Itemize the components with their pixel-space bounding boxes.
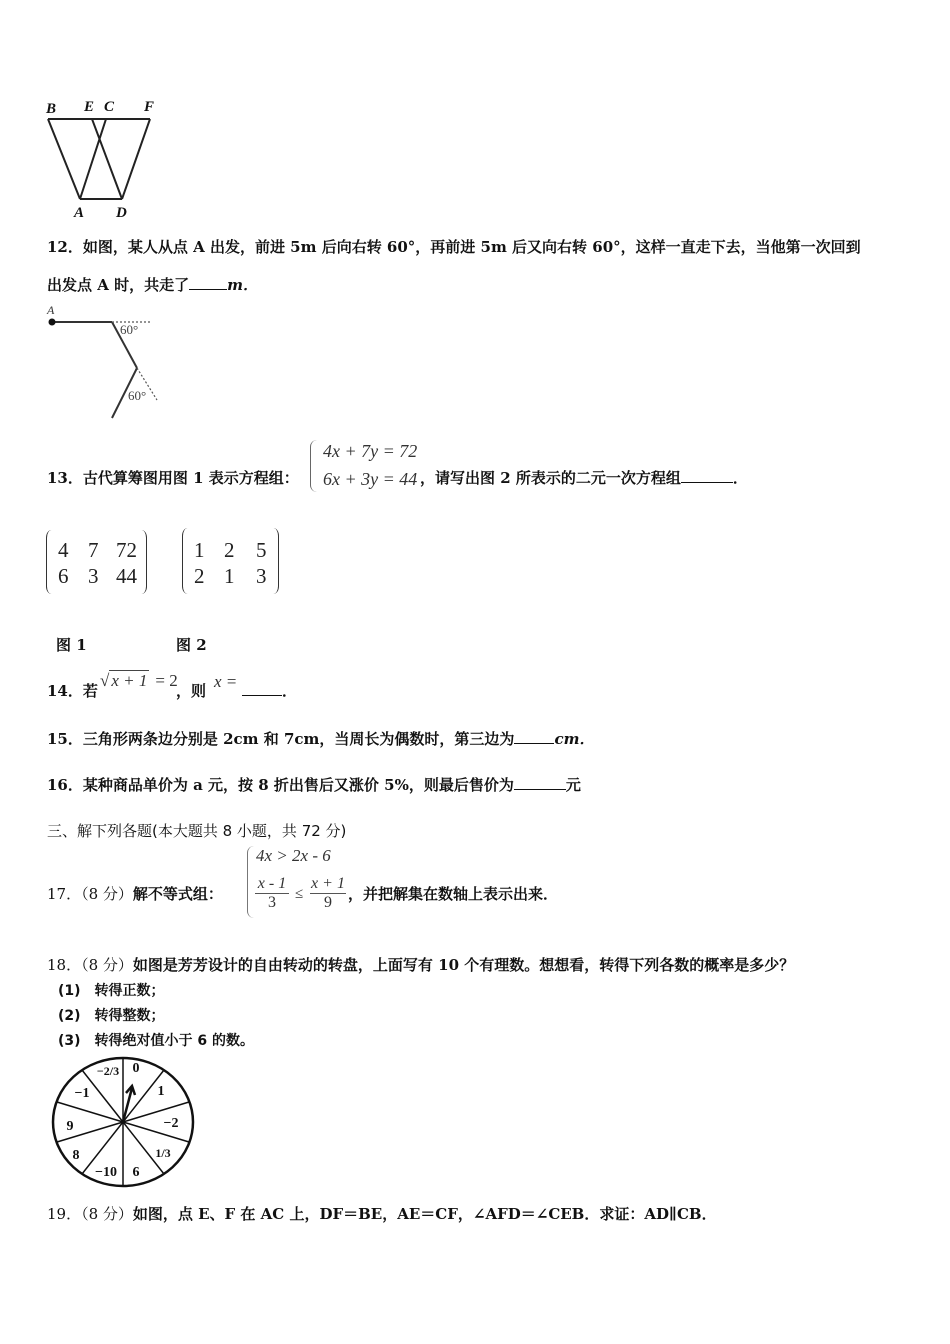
q17-line (47, 883, 223, 904)
matrix-cell: 3 (256, 564, 267, 588)
wheel-value-8: 8 (72, 1148, 80, 1163)
q12-text: 如图，某人从点 A 出发，前进 5m 后向右转 60°，再前进 5m 后又向右转 60°，这样一直走下去，当他第一次回到 (82, 238, 861, 256)
q19-score: （8 分） (81, 1205, 133, 1223)
q18-sub-3: (3) 转得绝对值小于 6 的数。 (58, 1033, 255, 1049)
q12-line2 (47, 274, 258, 295)
wheel-value-neg10: −10 (95, 1165, 117, 1180)
wheel-value-neg-two-thirds: −2/3 (96, 1064, 120, 1078)
q15-line (47, 728, 594, 749)
q19-line (47, 1203, 717, 1224)
sqrt-sign: √ (100, 671, 110, 690)
q13-period: ． (732, 469, 748, 487)
q17-fraction-2 (310, 875, 346, 912)
label-d: D (116, 205, 127, 220)
matrix-1-row-1 (58, 538, 137, 563)
matrix-cell: 72 (116, 538, 137, 562)
matrix-2-row-2 (194, 564, 267, 589)
q18-score: （8 分） (81, 956, 133, 974)
q14-radical (100, 671, 178, 691)
q15-unit: cm． (554, 730, 595, 748)
matrix-cell: 2 (224, 538, 235, 562)
matrix-1-row-2 (58, 564, 137, 589)
q17-fraction-1 (255, 875, 289, 912)
matrix-cell: 1 (224, 564, 235, 588)
wheel-value-6: 6 (132, 1165, 140, 1180)
q15-number: 15． (47, 730, 83, 748)
q14-x: x = (214, 672, 238, 691)
q13-line-post (420, 467, 748, 488)
q12-line1 (47, 236, 861, 257)
matrix-cell: 1 (194, 538, 205, 562)
angle-label-1: 60° (120, 322, 139, 337)
trapezoid-figure (40, 95, 170, 220)
q13-text-post: ，请写出图 2 所表示的二元一次方程组 (420, 469, 681, 487)
fraction-numerator: x - 1 (255, 875, 289, 894)
q14-line (47, 680, 98, 701)
q17-relation: ≤ (295, 886, 304, 902)
q14-then: ，则 (176, 682, 207, 700)
wheel-value-neg2: −2 (163, 1116, 179, 1131)
q13-answer-blank[interactable] (681, 482, 733, 483)
q14-answer (242, 680, 297, 701)
q16-number: 16． (47, 776, 83, 794)
matrix-cell: 2 (194, 564, 205, 588)
q13-brace (310, 440, 317, 492)
spinner-wheel (50, 1055, 196, 1189)
q13-line (47, 467, 299, 488)
q14-equals: = 2 (155, 671, 178, 690)
fraction-denominator: 9 (324, 894, 332, 911)
q14-answer-blank[interactable] (242, 695, 282, 696)
q14-number: 14． (47, 682, 83, 700)
label-e: E (84, 99, 95, 115)
matrix-2-right-paren (268, 528, 279, 594)
matrix-cell: 5 (256, 538, 267, 562)
q12-answer-blank[interactable] (189, 289, 227, 290)
wheel-value-0: 0 (132, 1061, 140, 1076)
q18-text: 如图是芳芳设计的自由转动的转盘，上面写有 10 个有理数。想想看，转得下列各数的概率是多少？ (132, 956, 795, 974)
q14-period: ． (282, 682, 298, 700)
start-point-dot (49, 319, 56, 326)
q13-number: 13． (47, 469, 83, 487)
q16-unit: 元 (565, 776, 581, 794)
q17-ineq1: 4x > 2x - 6 (256, 846, 331, 865)
q19-number: 19． (47, 1205, 82, 1223)
q12-text-2: 出发点 A 时，共走了 (47, 276, 190, 294)
label-f: F (144, 99, 155, 115)
q13-equation-2: 6x + 3y = 44 (323, 469, 418, 489)
fraction-numerator: x + 1 (311, 875, 345, 892)
wheel-value-neg1: −1 (74, 1086, 90, 1101)
matrix-1-left-paren (46, 530, 57, 594)
matrix-1-right-paren (136, 530, 147, 594)
figure-1-caption: 图 1 (56, 636, 87, 654)
q13-equation-1: 4x + 7y = 72 (323, 441, 418, 461)
path-label-a: A (47, 303, 55, 317)
q12-number: 12． (47, 238, 83, 256)
label-b: B (46, 101, 57, 117)
q18-sub-2: (2) 转得整数； (58, 1008, 165, 1024)
section-3-heading: 三、解下列各题(本大题共 8 小题，共 72 分) (47, 822, 347, 840)
q18-number: 18． (47, 956, 82, 974)
matrix-cell: 4 (58, 538, 69, 562)
q17-score: （8 分） (81, 885, 133, 903)
q15-answer-blank[interactable] (514, 743, 554, 744)
matrix-2-left-paren (182, 528, 193, 594)
fraction-denominator: 3 (268, 894, 276, 911)
q18-line (47, 954, 794, 975)
q16-answer-blank[interactable] (514, 789, 566, 790)
q12-unit: m． (227, 276, 258, 294)
matrix-cell: 6 (58, 564, 69, 588)
q17-post: ，并把解集在数轴上表示出来． (348, 885, 559, 903)
angle-label-2: 60° (128, 388, 147, 403)
matrix-2-row-1 (194, 538, 267, 563)
q17-text: 解不等式组： (132, 885, 223, 903)
matrix-cell: 7 (88, 538, 99, 562)
q18-sub-1: (1) 转得正数； (58, 983, 165, 999)
q14-radicand: x + 1 (111, 671, 148, 690)
label-c: C (104, 99, 115, 115)
label-a: A (74, 205, 85, 220)
q14-text: 若 (82, 682, 98, 700)
matrix-cell: 3 (88, 564, 99, 588)
wheel-value-1: 1 (157, 1084, 165, 1099)
q13-text: 古代算筹图用图 1 表示方程组： (82, 469, 299, 487)
q17-number: 17． (47, 885, 82, 903)
q16-line (47, 774, 581, 795)
matrix-cell: 44 (116, 564, 137, 588)
wheel-value-one-third: 1/3 (155, 1146, 171, 1160)
q15-text: 三角形两条边分别是 2cm 和 7cm，当周长为偶数时，第三边为 (82, 730, 515, 748)
q16-text: 某种商品单价为 a 元，按 8 折出售后又涨价 5%，则最后售价为 (82, 776, 514, 794)
q17-brace (247, 846, 254, 918)
wheel-value-9: 9 (66, 1119, 74, 1134)
walking-path-figure (40, 300, 170, 425)
figure-2-caption: 图 2 (176, 636, 207, 654)
q19-text: 如图，点 E、F 在 AC 上，DF＝BE，AE＝CF，∠AFD＝∠CEB．求证：AD∥CB． (132, 1205, 717, 1223)
q17-inequality-1 (256, 846, 331, 866)
